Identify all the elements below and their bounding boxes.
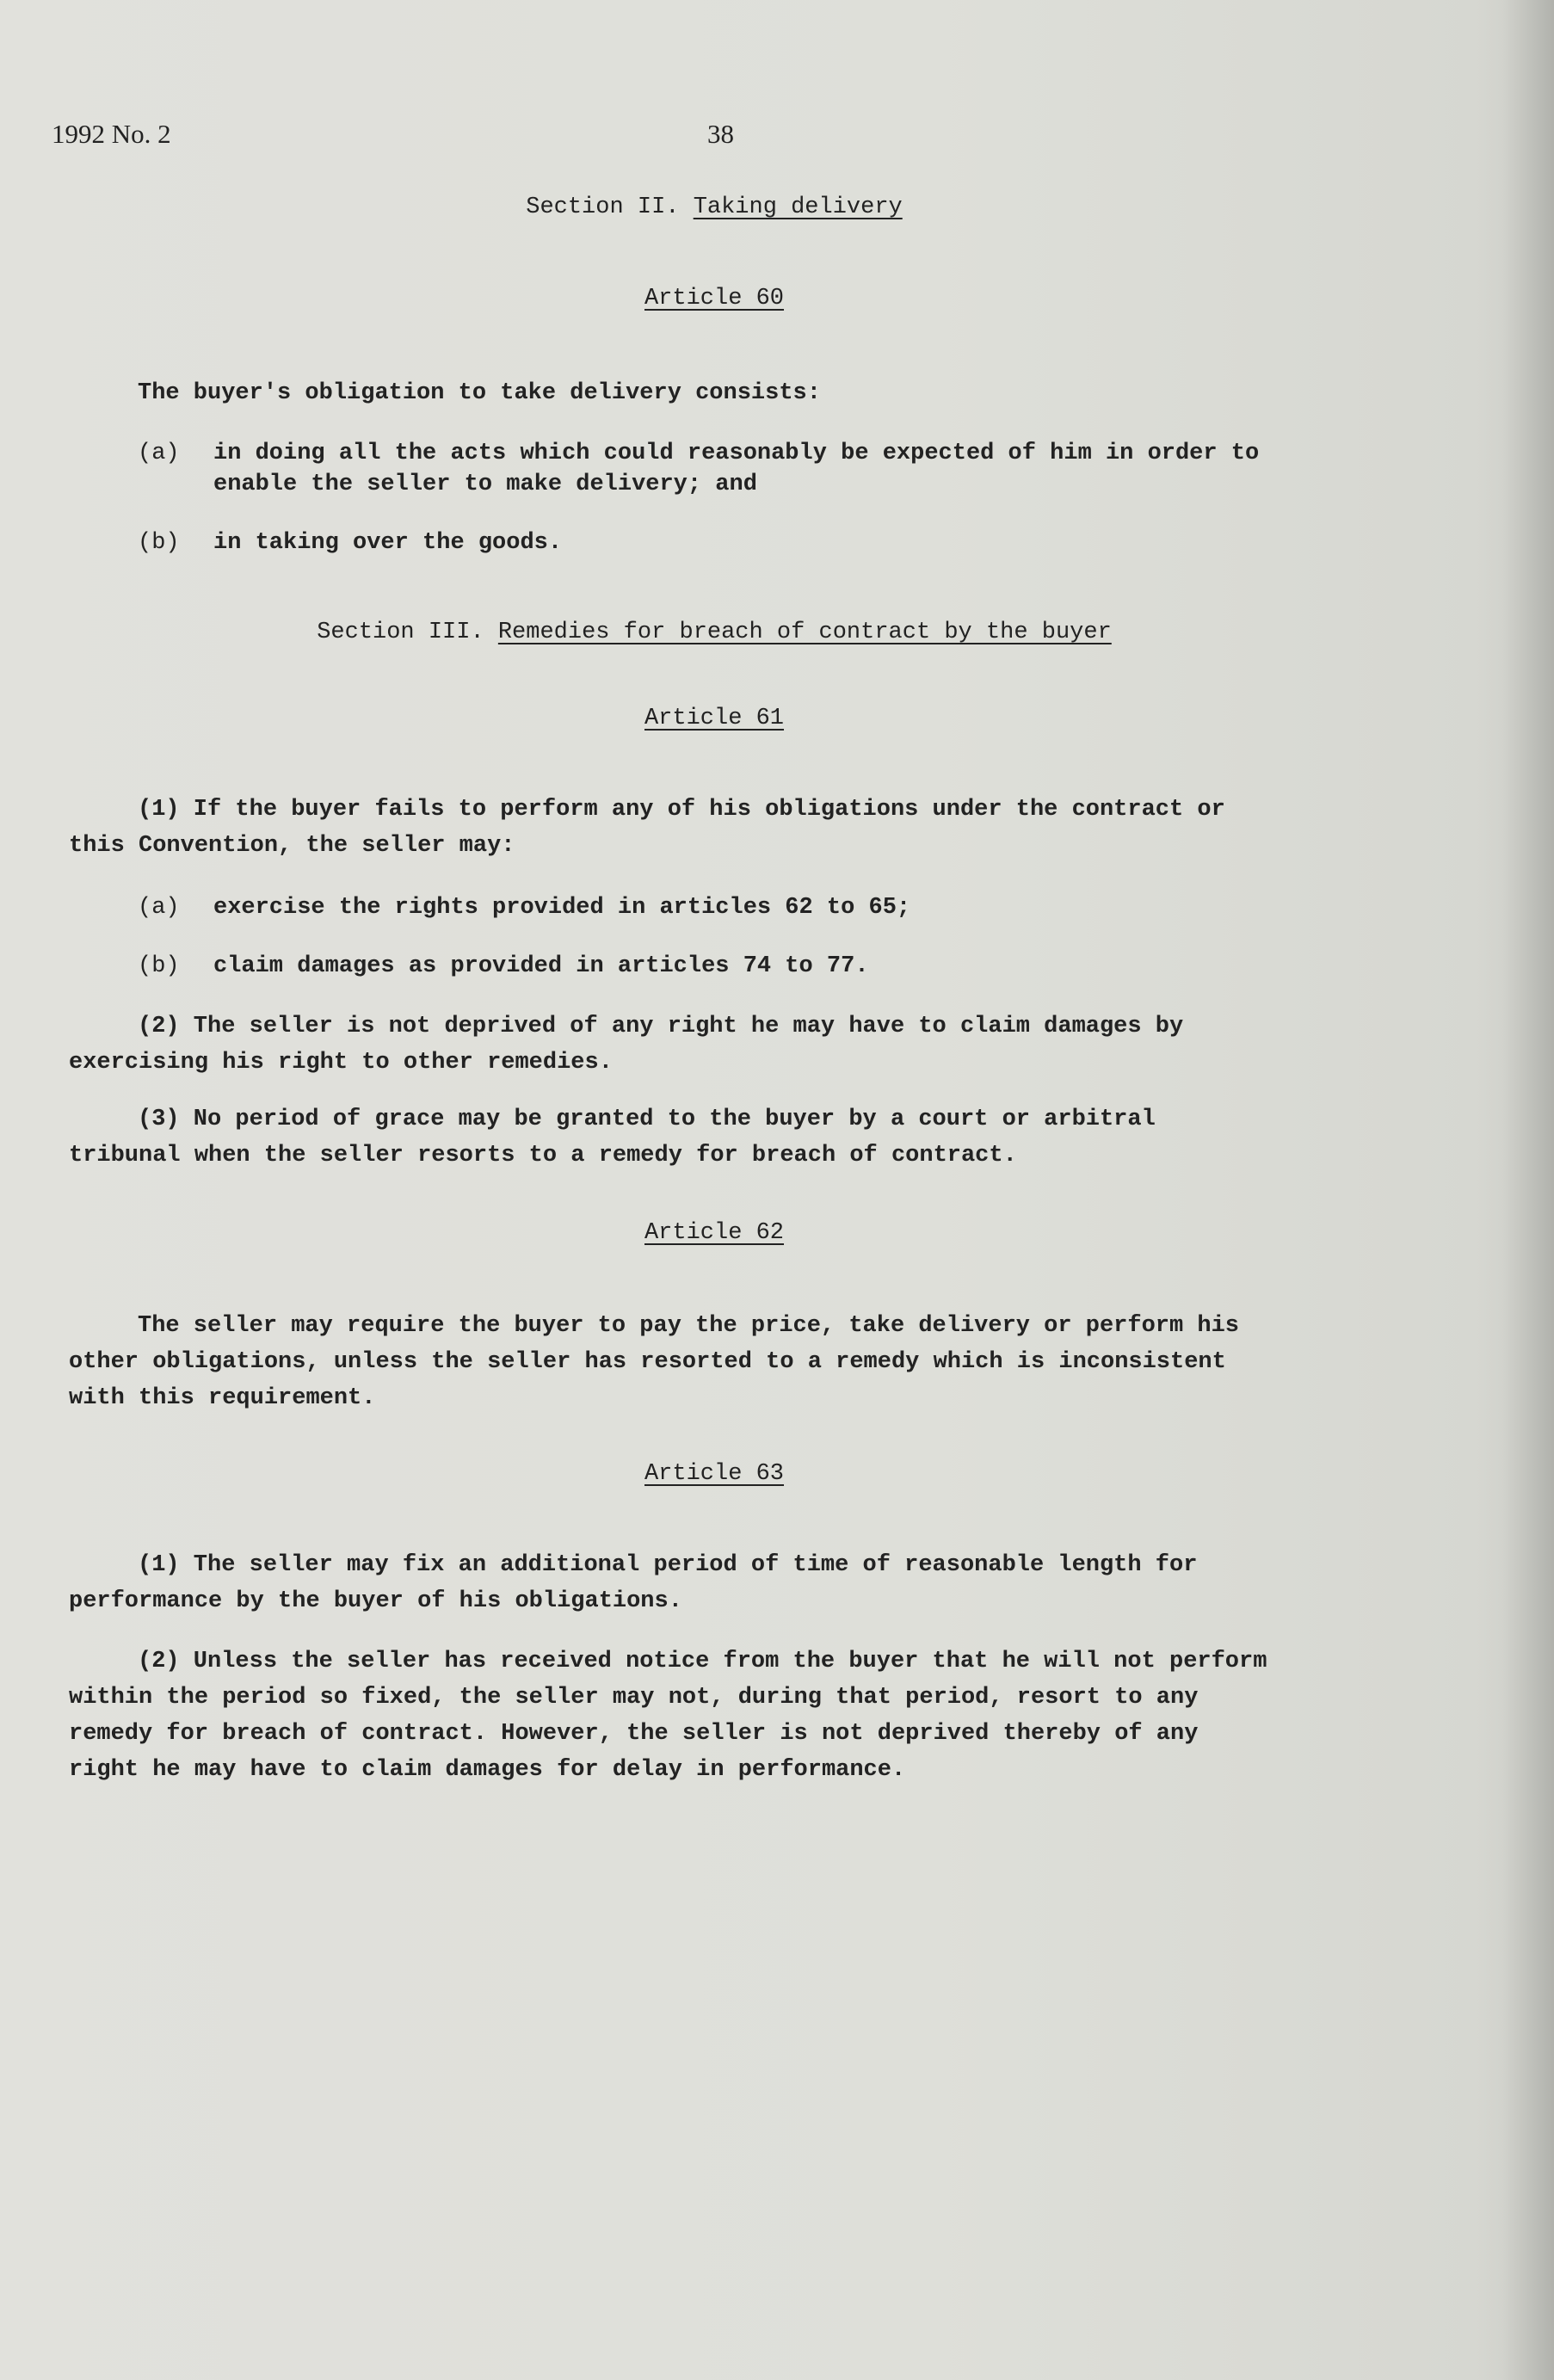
section-2-label: Section II. (526, 194, 680, 220)
article-63-p2-line3: remedy for breach of contract. However, the seller is not deprived thereby of any (69, 1721, 1199, 1747)
article-61-title: Article 61 (644, 706, 785, 731)
section-2-title: Taking delivery (693, 194, 903, 220)
article-61-b-text: claim damages as provided in articles 74 to 77. (213, 953, 869, 979)
article-62-line3: with this requirement. (69, 1385, 376, 1411)
section-3-label: Section III. (317, 620, 484, 645)
page-number: 38 (707, 119, 734, 149)
article-60-a-line2: enable the seller to make delivery; and (213, 472, 757, 497)
article-63-p1-line1: (1) The seller may fix an additional period of time of reasonable length for (138, 1552, 1198, 1578)
article-61-p1-line2: this Convention, the seller may: (69, 833, 515, 859)
article-60-b-label: (b) (138, 530, 180, 556)
article-62-line1: The seller may require the buyer to pay the price, take delivery or perform his (138, 1313, 1240, 1339)
article-61-b-label: (b) (138, 953, 180, 979)
article-60-b-text: in taking over the goods. (213, 530, 563, 556)
article-63-p2-line2: within the period so fixed, the seller may not, during that period, resort to any (69, 1685, 1199, 1711)
article-63-p2-line4: right he may have to claim damages for delay in performance. (69, 1757, 906, 1783)
article-61-a-text: exercise the rights provided in articles 62 to 65; (213, 895, 911, 921)
article-63-title: Article 63 (644, 1461, 785, 1487)
article-63-p2-line1: (2) Unless the seller has received notice from the buyer that he will not perform (138, 1649, 1267, 1674)
article-63-heading (69, 1456, 1360, 1492)
section-2-heading (69, 189, 1360, 225)
article-60-a-line1: in doing all the acts which could reasonably be expected of him in order to (213, 441, 1260, 466)
article-60-title: Article 60 (644, 286, 785, 311)
article-61-p1-line1: (1) If the buyer fails to perform any of his obligations under the contract or (138, 797, 1225, 823)
article-61-heading (69, 700, 1360, 737)
article-60-a-label: (a) (138, 441, 180, 466)
section-3-heading (69, 614, 1360, 650)
article-62-heading (69, 1215, 1360, 1251)
issue-label: 1992 No. 2 (52, 119, 171, 149)
article-60-heading (69, 281, 1360, 317)
section-3-title: Remedies for breach of contract by the buyer (497, 620, 1112, 645)
article-61-p2-line1: (2) The seller is not deprived of any right he may have to claim damages by (138, 1014, 1184, 1039)
page-edge-shadow (1502, 0, 1554, 2380)
article-62-title: Article 62 (644, 1220, 785, 1246)
article-61-p3-line2: tribunal when the seller resorts to a remedy for breach of contract. (69, 1143, 1017, 1168)
article-60-intro: The buyer's obligation to take delivery consists: (138, 380, 821, 406)
article-61-p2-line2: exercising his right to other remedies. (69, 1050, 613, 1076)
article-63-p1-line2: performance by the buyer of his obligations. (69, 1588, 682, 1614)
article-61-p3-line1: (3) No period of grace may be granted to the buyer by a court or arbitral (138, 1107, 1156, 1132)
article-61-a-label: (a) (138, 895, 180, 921)
article-62-line2: other obligations, unless the seller has resorted to a remedy which is inconsistent (69, 1349, 1226, 1375)
